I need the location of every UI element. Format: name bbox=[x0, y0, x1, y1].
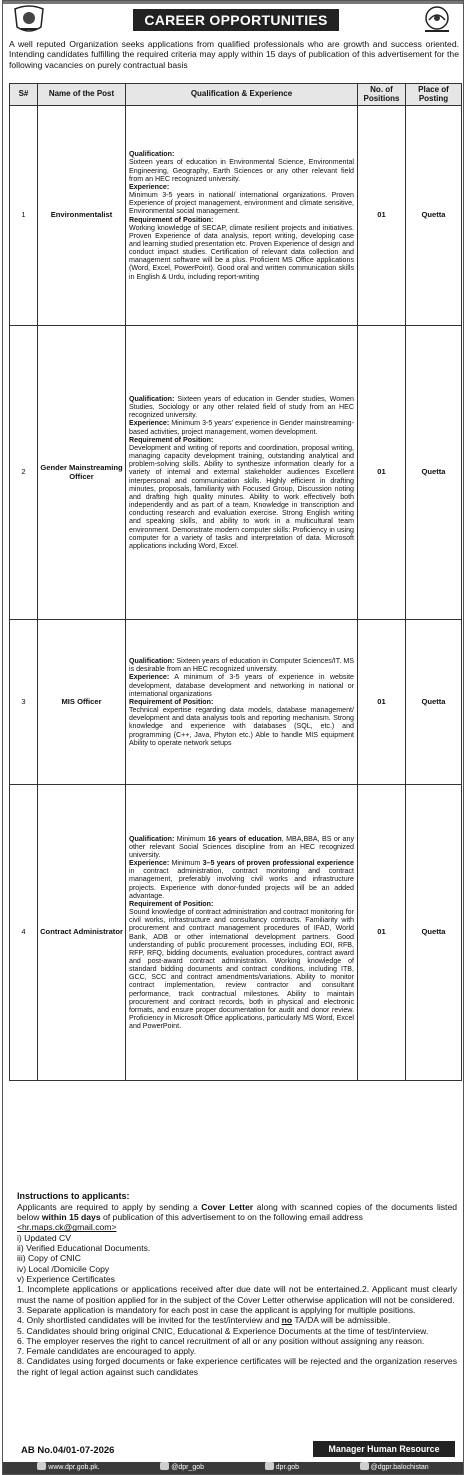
row-place: Quetta bbox=[406, 326, 462, 620]
qualification-heading: Qualification: bbox=[129, 150, 175, 159]
table-row bbox=[10, 326, 462, 620]
instagram-icon bbox=[265, 1462, 274, 1470]
row-place: Quetta bbox=[406, 620, 462, 785]
government-emblem-icon bbox=[11, 5, 47, 35]
row-place: Quetta bbox=[406, 785, 462, 1081]
experience-heading: Experience: bbox=[129, 673, 170, 682]
row-positions: 01 bbox=[358, 326, 406, 620]
header-sno: S# bbox=[10, 84, 38, 106]
instructions-section bbox=[17, 1191, 457, 1377]
note-item: 1. Incomplete applications or applications received after due date will not be entertained.2. Applicant must clearly must the name of position applied for in the subject of the Cover Letter otherwise application will not be considered. bbox=[17, 1284, 457, 1305]
doc-item: v) Experience Certificates bbox=[17, 1273, 115, 1284]
intro-text: A well reputed Organization seeks applications from qualified professionals who are growth and success oriented. Intending candidates fulfilling the required criteria may apply within 15 days of publication of this advertisement for the following vacancies on purely contractual basis bbox=[9, 39, 459, 70]
header bbox=[3, 5, 463, 37]
row-positions: 01 bbox=[358, 620, 406, 785]
header-post: Name of the Post bbox=[38, 84, 126, 106]
instructions-title: Instructions to applicants: bbox=[17, 1191, 130, 1201]
table-row bbox=[10, 785, 462, 1081]
row-qualification bbox=[126, 106, 358, 326]
table-row bbox=[10, 620, 462, 785]
row-post-name: Gender Mainstreaming Officer bbox=[38, 326, 126, 620]
note-item: 8. Candidates using forged documents or fake experience certificates will be rejected and the organization reserves the right of legal action against such candidates bbox=[17, 1356, 457, 1377]
apply-text-2: along with scanned copies of the documents listed below bbox=[17, 1201, 458, 1223]
note-item: 5. Candidates should bring original CNIC, Educational & Experience Documents at the time of test/interview. bbox=[17, 1325, 429, 1336]
requirement-text: Working knowledge of SECAP, climate resilient projects and initiatives. Proven Experience of data analysis, report writing, developing case and learning studied presentation etc. Proven Experience of design and conduct impact studies. Certification of relevant data collection and management software will be a plus. Proficient MS Office applications (Word, Excel, PowerPoint). Good oral and written communication skills in English & Urdu, including report-writing bbox=[129, 223, 354, 281]
row-sno: 4 bbox=[10, 785, 38, 1081]
experience-text: A minimum of 3-5 years of experience in website development, database development and networking in national or international organizations bbox=[129, 673, 354, 698]
note4-text-post: TA/DA will be admissible. bbox=[294, 1315, 391, 1326]
facebook-text: @dgpr.balochistan bbox=[370, 1464, 429, 1471]
note-item bbox=[17, 1315, 457, 1325]
table-row bbox=[10, 106, 462, 326]
advertisement-page bbox=[2, 0, 464, 1475]
qualification-heading: Qualification: bbox=[129, 657, 175, 666]
organization-logo-icon bbox=[419, 5, 455, 35]
note-item: 6. The employer reserves the right to cancel recruitment of all or any position without assigning any reason. bbox=[17, 1335, 425, 1346]
row-post-name: Contract Administrator bbox=[38, 785, 126, 1081]
experience-heading: Experience: bbox=[129, 859, 170, 868]
requirement-heading: Requirement of Position: bbox=[129, 435, 214, 444]
twitter-icon bbox=[160, 1462, 169, 1470]
doc-item: i) Updated CV bbox=[17, 1232, 71, 1243]
note-item: 3. Separate application is mandatory for each post in case the applicant is applying for multiple positions. bbox=[17, 1304, 416, 1315]
qualification-bold: 16 years of education bbox=[207, 834, 282, 843]
footer bbox=[3, 1441, 463, 1475]
qualification-text: Sixteen years of education in Gender studies, Women Studies, Sociology or any other related field of study from an HEC recognized university. bbox=[129, 395, 354, 420]
twitter-text: @dpr_gob bbox=[171, 1464, 205, 1471]
note4-bold: no bbox=[281, 1315, 293, 1326]
doc-item: iii) Copy of CNIC bbox=[17, 1253, 81, 1264]
requirement-text: Development and writing of reports and coordination, proposal writing, managing capacity development training, outstanding analytical and problem-solving skills. Ability to synthesize information clearly for a variety of internal and external stakeholder audiences Excellent interpersonal and communication skills. Highly efficient in drafting minutes, proposals, familiarity with Focused Group, Discussion noting and drafting high quality minutes. Ability to work effectively both independently and as part of a team. Knowledge in transcription and conducting research and evaluation exercise. Strong English writing and speaking skills, and ability to work in a multicultural team environment. Demonstrate modern computer skills: Proficiency in using computer for a variety of tasks and interpretation of data. Microsoft applications including Word, Excel. bbox=[129, 443, 354, 550]
ad-number: AB No.04/01-07-2026 bbox=[21, 1445, 115, 1456]
apply-paragraph bbox=[17, 1202, 457, 1223]
manager-signature: Manager Human Resource bbox=[313, 1441, 455, 1457]
row-post-name: MIS Officer bbox=[38, 620, 126, 785]
table-header-row bbox=[10, 84, 462, 106]
requirement-heading: Requirement of Position: bbox=[129, 697, 214, 706]
row-place: Quetta bbox=[406, 106, 462, 326]
social-website[interactable] bbox=[37, 1462, 99, 1474]
qualification-pre: Minimum bbox=[176, 834, 206, 843]
note4-text: 4. Only shortlisted candidates will be invited for the test/interview and bbox=[17, 1315, 280, 1326]
row-post-name: Environmentalist bbox=[38, 106, 126, 326]
row-positions: 01 bbox=[358, 106, 406, 326]
experience-bold: 3–5 years of proven professional experience bbox=[202, 859, 354, 868]
qualification-text: Sixteen years of education in Computer Sciences/IT. MS is desirable from an HEC recognized university. bbox=[129, 657, 354, 674]
qualification-text: Sixteen years of education in Environmental Science, Environmental Engineering, Geography, Earth Sciences or any other relevant field from an HEC recognized university. bbox=[129, 158, 354, 183]
doc-item: iv) Local /Domicile Copy bbox=[17, 1263, 110, 1274]
row-sno: 1 bbox=[10, 106, 38, 326]
row-qualification bbox=[126, 785, 358, 1081]
instagram-text: dpr.gob bbox=[275, 1464, 300, 1471]
page-title: CAREER OPPORTUNITIES bbox=[133, 9, 339, 31]
apply-text-1: Applicants are required to apply by sending a bbox=[17, 1201, 198, 1212]
facebook-icon bbox=[360, 1462, 369, 1470]
experience-heading: Experience: bbox=[129, 419, 170, 428]
website-text: www.dpr.gob.pk. bbox=[48, 1464, 100, 1471]
header-qualification: Qualification & Experience bbox=[126, 84, 358, 106]
social-facebook[interactable] bbox=[360, 1462, 429, 1474]
row-sno: 2 bbox=[10, 326, 38, 620]
header-place: Place of Posting bbox=[406, 84, 462, 106]
social-instagram[interactable] bbox=[265, 1462, 299, 1474]
doc-item: ii) Verified Educational Documents. bbox=[17, 1243, 151, 1254]
cover-letter-bold: Cover Letter bbox=[201, 1201, 254, 1212]
row-qualification bbox=[126, 620, 358, 785]
experience-text: Minimum 3-5 years' experience in Gender mainstreaming-based activities, project management, women development. bbox=[129, 419, 354, 436]
row-qualification bbox=[126, 326, 358, 620]
apply-text-3: of publication of this advertisement to on the following email address bbox=[103, 1212, 363, 1223]
social-bar bbox=[3, 1462, 463, 1474]
social-twitter[interactable] bbox=[160, 1462, 204, 1474]
requirement-heading: Requirement of Position: bbox=[129, 899, 214, 908]
experience-text: Minimum 3-5 years in national/ international organizations. Proven Experience of project management, environment and climate sensitive, Environmental social management. bbox=[129, 191, 354, 216]
vacancies-table bbox=[9, 83, 462, 1081]
deadline-bold: within 15 days bbox=[41, 1212, 101, 1223]
qualification-heading: Qualification: bbox=[129, 834, 175, 843]
top-border bbox=[3, 1, 463, 4]
note-item: 7. Female candidates are encouraged to apply. bbox=[17, 1346, 196, 1357]
qualification-heading: Qualification: bbox=[129, 395, 175, 404]
experience-pre: Minimum bbox=[171, 859, 201, 868]
experience-heading: Experience: bbox=[129, 182, 170, 191]
email-address-link[interactable]: <hr.maps.ck@gmail.com> bbox=[17, 1222, 117, 1233]
requirement-text: Technical expertise regarding data models, database management/ development and data analysis tools and reporting mechanism. Strong knowledge and experience with databases (SQL, etc.) and programming (C++, Java, Phyton etc.) Able to handle MIS equipment Ability to operate network setups bbox=[129, 706, 354, 747]
row-sno: 3 bbox=[10, 620, 38, 785]
row-positions: 01 bbox=[358, 785, 406, 1081]
requirement-text: Sound knowledge of contract administration and contract monitoring for civil works, infrastructure and consultancy contracts. Familiarity with procurement and contract management procedures of IFAD, World Bank, ADB or other international development partners. Good understanding of public procurement processes, including EOI, RFB, RFP, RFQ, bidding documents, evaluation procedures, contract award and post-award contract administration. Working knowledge of standard bidding documents and contract conditions, including ITB, GCC, SCC and contract amendments/variations. Ability to monitor contract implementation, review contractor and consultant performance, track contractual milestones. Ability to maintain procurement and contract records, both in physical and electronic formats, and ensure proper documentation for audit and donor review. Proficiency in Microsoft Office applications, particularly MS Word, Excel and PowerPoint. bbox=[129, 908, 354, 1031]
header-positions: No. of Positions bbox=[358, 84, 406, 106]
experience-text: in contract administration, contract monitoring and contract management, preferably involving civil works and infrastructure projects. Experience with donor-funded projects will be an added advantage. bbox=[129, 867, 354, 900]
qualification-text: , MBA,BBA, BS or any other relevant Social Sciences discipline from an HEC recognized university. bbox=[129, 834, 354, 859]
requirement-heading: Requirement of Position: bbox=[129, 215, 214, 224]
globe-icon bbox=[37, 1462, 46, 1470]
